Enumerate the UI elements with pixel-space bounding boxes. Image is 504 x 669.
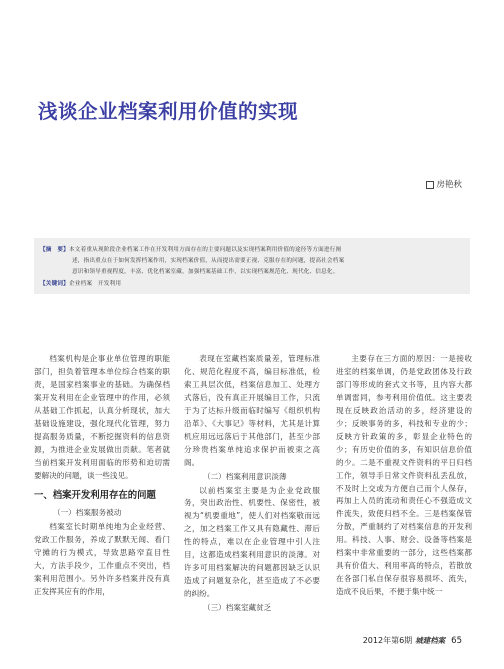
col1-paragraph-1: 档案机构是企事业单位管理的职能部门，担负着管理本单位综合档案的职责，是国家档案事业的基础。为确保档案开发利用在企业管理中的作用，必须从基础工作抓起，认真分析现状，加大基础设施建设，强化现代化管理，努力提高服务质量，不断挖掘资料的信息资源，为推进企业发展做出贡献。笔者就当前档案开发利用面临的形势和迫切需要解决的问题，谈一些浅见。 xyxy=(34,354,170,480)
keywords-label: 【关键词】 xyxy=(40,281,69,287)
abstract-label: 【摘 要】 xyxy=(40,247,69,253)
section-heading-1: 一、档案开发利用存在的问题 xyxy=(34,489,156,501)
abstract-box xyxy=(34,238,470,294)
author-line xyxy=(426,178,462,190)
subheading-1: （一）档案服务被动 xyxy=(53,508,122,518)
col3-paragraph-1: 主要存在三方面的原因：一是接收进室的档案单调，仍是党政团体及行政部门等形成的套式文书等，且内容大都单调雷同，参考利用价值低。这主要表现在反映政治活动的多，经济建设的少；反映事务的多，科技和专业的少；反映方针政策的多，彰显企业特色的少；有历史价值的多，有知识信息价值的少。二是不重视文件资料的平日归档工作，领导手日常文件资料乱丢乱放，不及时上交或为方便自己而个人保存，再加上人员的流动和责任心不强造成文件流失，致使归档不全。三是档案保管分散，严重制约了对档案信息的开发利用。科技、人事、财会、设备等档案是档案中非常重要的一部分，这些档案都具有价值大、利用率高的特点，若散放在各部门私自保存很容易损坏、流失，造成不良后果，不便于集中统一 xyxy=(336,354,472,597)
author-box-icon xyxy=(426,181,434,189)
abstract-line-1 xyxy=(40,245,341,253)
abstract-line-2: 述，指出重点在于如何发挥档案作用，实现档案价值，从而提出需要正视、克服存在的问题，提高社会档案 xyxy=(72,258,345,264)
footer-brand: 城建档案 xyxy=(415,636,446,645)
abstract-line-3: 意识和领导重视程度，丰富、优化档案室藏，加强档案基础工作，以实现档案规范化、现代化、信息化。 xyxy=(72,269,339,275)
page-footer xyxy=(363,635,462,646)
author-name: 房艳秋 xyxy=(436,180,462,190)
col1-paragraph-2: 档案室长时期单纯地为企业经营、党政工作服务，养成了默默无闻、看门守摊的行为模式，导致思路窄直目性大，方法手段少，工作重点不突出，档案利用范围小。另外许多档案并没有真正发挥其应有的作用， xyxy=(34,522,170,597)
keywords-line xyxy=(40,279,121,287)
abstract-text-1: 本文着重从现阶段企业档案工作在开发利用方面存在的主要问题以及实现档案利用价值的途径等方面进行阐 xyxy=(68,247,342,253)
col2-paragraph-2: 以前档案室主要是为企业党政服务，突出政治性、机要性、保密性，被视为“机要重地”，使人们对档案敬而远之，加之档案工作又具有隐藏性、滞后性的特点，难以在企业管理中引人注目，这都造成档案利用意识的淡薄。对许多可用档案解决的问题都因缺乏认识造成了问题复杂化，甚至造成了不必要的纠纷。 xyxy=(184,485,320,599)
column-1 xyxy=(34,353,170,599)
col2-paragraph-1: 表现在室藏档案质量差，管理标准化、规范化程度不高，编目标准低，检索工具层次低，档案信息加工、处理方式落后，没有真正开展编目工作，只流于为了达标升级而临时编写《组织机构沿革》、《大事记》等材料，尤其是计算机应用远远落后于其他部门，甚至少部分珍贵档案单纯追求保护而被束之高阁。 xyxy=(184,354,320,467)
column-3 xyxy=(336,353,472,599)
subheading-2: （二）档案利用意识淡薄 xyxy=(203,471,287,481)
keywords-text: 企业档案 开发利用 xyxy=(68,281,122,287)
article-title: 浅谈企业档案利用价值的实现 xyxy=(38,100,299,123)
column-2 xyxy=(184,353,320,616)
footer-issue: 2012年第6期 xyxy=(362,636,413,645)
page-number: 65 xyxy=(451,636,462,646)
subheading-3: （三）档案室藏贫乏 xyxy=(203,603,272,613)
